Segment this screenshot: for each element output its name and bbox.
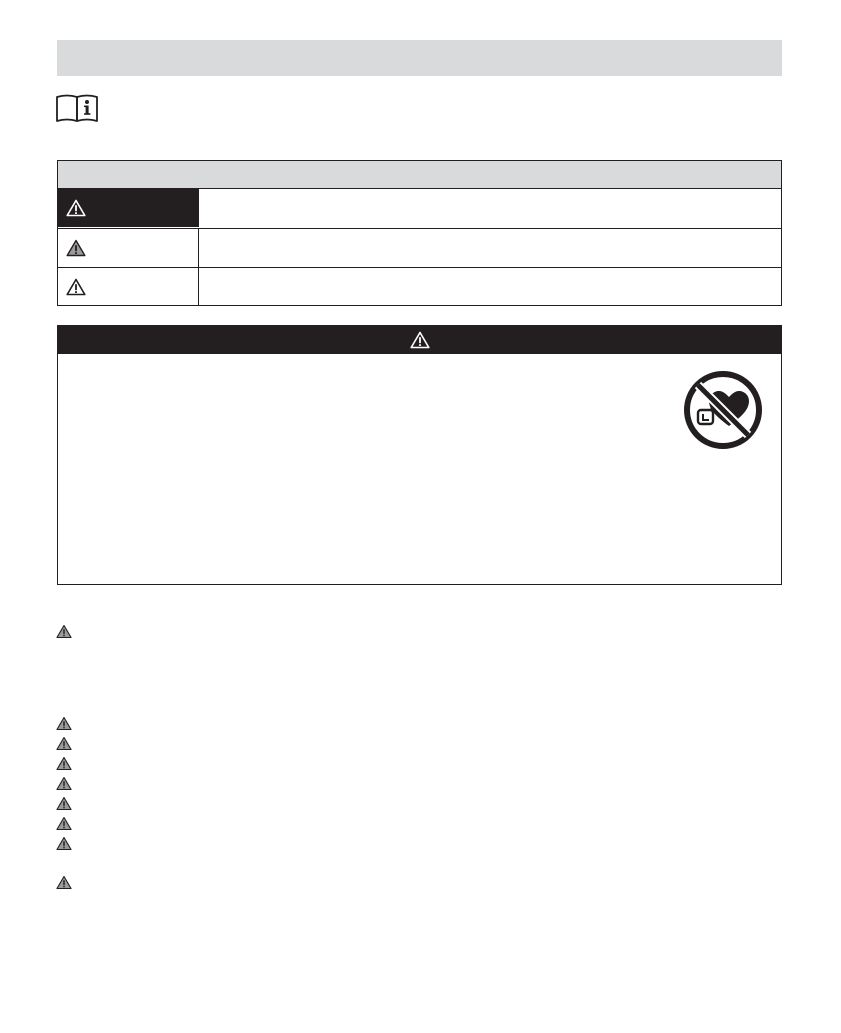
read-manual-info-icon	[56, 94, 98, 122]
hazard-level-row-danger	[58, 189, 781, 227]
hazard-level-row-caution	[58, 267, 781, 306]
warning-triangle-icon	[56, 875, 72, 890]
hazard-level-table	[57, 160, 782, 306]
warning-triangle-icon	[56, 796, 72, 811]
hazard-level-label	[58, 189, 199, 227]
no-pacemaker-icon	[683, 370, 763, 450]
warning-triangle-icon	[66, 278, 86, 296]
hazard-level-row-warning	[58, 228, 781, 267]
warning-triangle-icon	[66, 239, 86, 257]
hazard-level-label	[58, 268, 199, 306]
warning-triangle-icon	[56, 836, 72, 851]
warning-triangle-icon	[410, 331, 430, 349]
warning-triangle-icon	[56, 816, 72, 831]
warning-triangle-icon	[56, 736, 72, 751]
warning-triangle-icon	[56, 716, 72, 731]
warning-triangle-icon	[66, 199, 86, 217]
warning-triangle-icon	[56, 756, 72, 771]
hazard-level-table-header	[58, 161, 781, 189]
warning-triangle-icon	[56, 624, 72, 639]
warning-triangle-icon	[56, 776, 72, 791]
section-title-bar	[57, 40, 782, 76]
warning-box	[57, 325, 782, 585]
hazard-level-label	[58, 229, 199, 267]
warning-box-header	[58, 326, 781, 354]
